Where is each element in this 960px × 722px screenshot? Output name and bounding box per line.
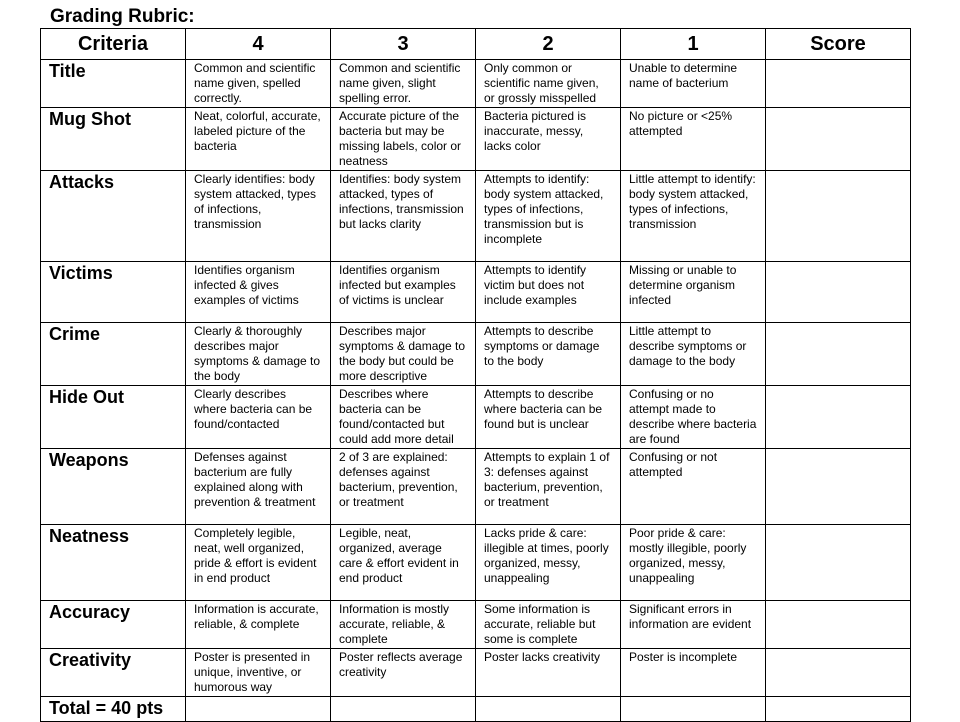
score-1-description: Little attempt to identify: body system attacked, types of infections, transmission — [621, 171, 766, 262]
score-2-description: Attempts to describe symptoms or damage to the body — [476, 323, 621, 386]
column-header-4: 4 — [186, 29, 331, 60]
score-4-description: Common and scientific name given, spelled correctly. — [186, 60, 331, 108]
rubric-row-victims — [41, 262, 911, 323]
score-2-description: Attempts to identify victim but does not include examples — [476, 262, 621, 323]
grading-rubric-table — [40, 28, 911, 722]
criteria-hide-out: Hide Out — [41, 386, 186, 449]
score-2-description: Only common or scientific name given, or grossly misspelled — [476, 60, 621, 108]
column-header-1: 1 — [621, 29, 766, 60]
score-3-description: 2 of 3 are explained: defenses against bacterium, prevention, or treatment — [331, 449, 476, 525]
rubric-heading: Grading Rubric: — [50, 6, 195, 27]
score-cell[interactable] — [766, 525, 911, 601]
score-3-description: Accurate picture of the bacteria but may be missing labels, color or neatness — [331, 108, 476, 171]
score-3-description: Legible, neat, organized, average care & effort evident in end product — [331, 525, 476, 601]
score-1-description: Poor pride & care: mostly illegible, poorly organized, messy, unappealing — [621, 525, 766, 601]
header-row — [41, 29, 911, 60]
score-2-description: Attempts to describe where bacteria can be found but is unclear — [476, 386, 621, 449]
score-1-description: Unable to determine name of bacterium — [621, 60, 766, 108]
score-2-description: Bacteria pictured is inaccurate, messy, lacks color — [476, 108, 621, 171]
rubric-row-neatness — [41, 525, 911, 601]
total-cell — [331, 697, 476, 722]
score-3-description: Describes major symptoms & damage to the body but could be more descriptive — [331, 323, 476, 386]
score-cell[interactable] — [766, 601, 911, 649]
column-header-3: 3 — [331, 29, 476, 60]
score-cell[interactable] — [766, 323, 911, 386]
total-row — [41, 697, 911, 722]
score-3-description: Identifies: body system attacked, types of infections, transmission but lacks clarity — [331, 171, 476, 262]
score-4-description: Clearly describes where bacteria can be found/contacted — [186, 386, 331, 449]
criteria-weapons: Weapons — [41, 449, 186, 525]
score-3-description: Describes where bacteria can be found/contacted but could add more detail — [331, 386, 476, 449]
criteria-attacks: Attacks — [41, 171, 186, 262]
total-cell — [186, 697, 331, 722]
rubric-row-attacks — [41, 171, 911, 262]
criteria-creativity: Creativity — [41, 649, 186, 697]
criteria-crime: Crime — [41, 323, 186, 386]
score-1-description: No picture or <25% attempted — [621, 108, 766, 171]
score-3-description: Identifies organism infected but examples of victims is unclear — [331, 262, 476, 323]
rubric-row-hide-out — [41, 386, 911, 449]
criteria-victims: Victims — [41, 262, 186, 323]
score-1-description: Significant errors in information are evident — [621, 601, 766, 649]
score-3-description: Poster reflects average creativity — [331, 649, 476, 697]
score-cell[interactable] — [766, 171, 911, 262]
rubric-row-mug-shot — [41, 108, 911, 171]
score-2-description: Attempts to explain 1 of 3: defenses against bacterium, prevention, or treatment — [476, 449, 621, 525]
rubric-row-crime — [41, 323, 911, 386]
column-header-criteria: Criteria — [41, 29, 186, 60]
score-4-description: Information is accurate, reliable, & complete — [186, 601, 331, 649]
score-cell[interactable] — [766, 386, 911, 449]
score-4-description: Clearly identifies: body system attacked, types of infections, transmission — [186, 171, 331, 262]
total-cell — [476, 697, 621, 722]
score-1-description: Confusing or not attempted — [621, 449, 766, 525]
total-label: Total = 40 pts — [41, 697, 186, 722]
criteria-title: Title — [41, 60, 186, 108]
score-1-description: Confusing or no attempt made to describe where bacteria are found — [621, 386, 766, 449]
score-1-description: Little attempt to describe symptoms or damage to the body — [621, 323, 766, 386]
score-1-description: Missing or unable to determine organism infected — [621, 262, 766, 323]
score-cell[interactable] — [766, 449, 911, 525]
score-1-description: Poster is incomplete — [621, 649, 766, 697]
score-4-description: Defenses against bacterium are fully explained along with prevention & treatment — [186, 449, 331, 525]
score-2-description: Some information is accurate, reliable but some is complete — [476, 601, 621, 649]
total-score-cell[interactable] — [766, 697, 911, 722]
score-3-description: Information is mostly accurate, reliable, & complete — [331, 601, 476, 649]
criteria-neatness: Neatness — [41, 525, 186, 601]
column-header-score: Score — [766, 29, 911, 60]
rubric-row-accuracy — [41, 601, 911, 649]
rubric-row-weapons — [41, 449, 911, 525]
score-4-description: Identifies organism infected & gives examples of victims — [186, 262, 331, 323]
score-2-description: Attempts to identify: body system attacked, types of infections, transmission but is incomplete — [476, 171, 621, 262]
score-cell[interactable] — [766, 262, 911, 323]
total-cell — [621, 697, 766, 722]
score-2-description: Poster lacks creativity — [476, 649, 621, 697]
score-cell[interactable] — [766, 649, 911, 697]
score-2-description: Lacks pride & care: illegible at times, poorly organized, messy, unappealing — [476, 525, 621, 601]
score-4-description: Clearly & thoroughly describes major symptoms & damage to the body — [186, 323, 331, 386]
score-cell[interactable] — [766, 60, 911, 108]
rubric-row-creativity — [41, 649, 911, 697]
score-cell[interactable] — [766, 108, 911, 171]
criteria-accuracy: Accuracy — [41, 601, 186, 649]
criteria-mug-shot: Mug Shot — [41, 108, 186, 171]
rubric-row-title — [41, 60, 911, 108]
column-header-2: 2 — [476, 29, 621, 60]
score-4-description: Poster is presented in unique, inventive, or humorous way — [186, 649, 331, 697]
score-3-description: Common and scientific name given, slight spelling error. — [331, 60, 476, 108]
score-4-description: Neat, colorful, accurate, labeled picture of the bacteria — [186, 108, 331, 171]
score-4-description: Completely legible, neat, well organized, pride & effort is evident in end product — [186, 525, 331, 601]
